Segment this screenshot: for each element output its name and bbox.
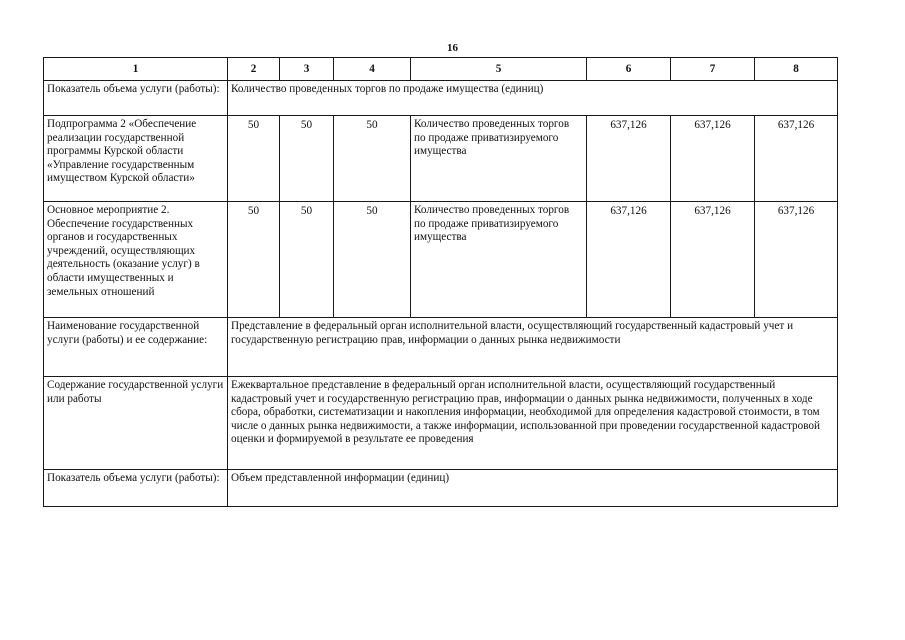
subprogram-col-3: 50 [280, 116, 334, 202]
subprogram-name: Подпрограмма 2 «Обеспечение реализации государственной программы Курской области «Управление государственным имуществом Курской области» [44, 116, 228, 202]
subprogram-col-6: 637,126 [587, 116, 671, 202]
main-activity-col-7: 637,126 [671, 202, 755, 318]
volume-indicator-row-2 [44, 470, 838, 507]
main-activity-col-6: 637,126 [587, 202, 671, 318]
volume-indicator-row [44, 81, 838, 116]
subprogram-row [44, 116, 838, 202]
header-col-5: 5 [411, 58, 587, 81]
service-name-value: Представление в федеральный орган исполнительной власти, осуществляющий государственный кадастровый учет и государственную регистрацию прав, информации о данных рынка недвижимости [228, 318, 838, 377]
main-activity-col-5: Количество проведенных торгов по продаже приватизируемого имущества [411, 202, 587, 318]
main-activity-col-2: 50 [228, 202, 280, 318]
subprogram-col-4: 50 [334, 116, 411, 202]
header-col-7: 7 [671, 58, 755, 81]
header-col-4: 4 [334, 58, 411, 81]
header-col-1: 1 [44, 58, 228, 81]
volume-indicator-label: Показатель объема услуги (работы): [44, 81, 228, 116]
header-col-8: 8 [755, 58, 838, 81]
subprogram-col-5: Количество проведенных торгов по продаже приватизируемого имущества [411, 116, 587, 202]
volume-indicator-label-2: Показатель объема услуги (работы): [44, 470, 228, 507]
service-content-row [44, 377, 838, 470]
service-table [43, 57, 838, 507]
service-name-label: Наименование государственной услуги (работы) и ее содержание: [44, 318, 228, 377]
service-content-value: Ежеквартальное представление в федеральный орган исполнительной власти, осуществляющий государственный кадастровый учет и государственную регистрацию прав, информации о данных рынка недвижимости, полученных в ходе сбора, обработки, систематизации и накопления информации, необходимой для определения кадастровой стоимости, в том числе о данных рынка недвижимости, а также информации, использованной при проведении государственной кадастровой оценки и формируемой в результате ее проведения [228, 377, 838, 470]
header-col-6: 6 [587, 58, 671, 81]
subprogram-col-2: 50 [228, 116, 280, 202]
main-activity-col-4: 50 [334, 202, 411, 318]
header-col-2: 2 [228, 58, 280, 81]
main-activity-name: Основное мероприятие 2. Обеспечение государственных органов и государственных учреждений, осуществляющих деятельность (оказание услуг) в области имущественных и земельных отношений [44, 202, 228, 318]
page-number: 16 [447, 42, 458, 54]
subprogram-col-7: 637,126 [671, 116, 755, 202]
service-name-row [44, 318, 838, 377]
header-col-3: 3 [280, 58, 334, 81]
main-activity-row [44, 202, 838, 318]
header-row [44, 58, 838, 81]
main-activity-col-3: 50 [280, 202, 334, 318]
main-activity-col-8: 637,126 [755, 202, 838, 318]
subprogram-col-8: 637,126 [755, 116, 838, 202]
volume-indicator-value-2: Объем представленной информации (единиц) [228, 470, 838, 507]
volume-indicator-value: Количество проведенных торгов по продаже имущества (единиц) [228, 81, 838, 116]
service-content-label: Содержание государственной услуги или работы [44, 377, 228, 470]
